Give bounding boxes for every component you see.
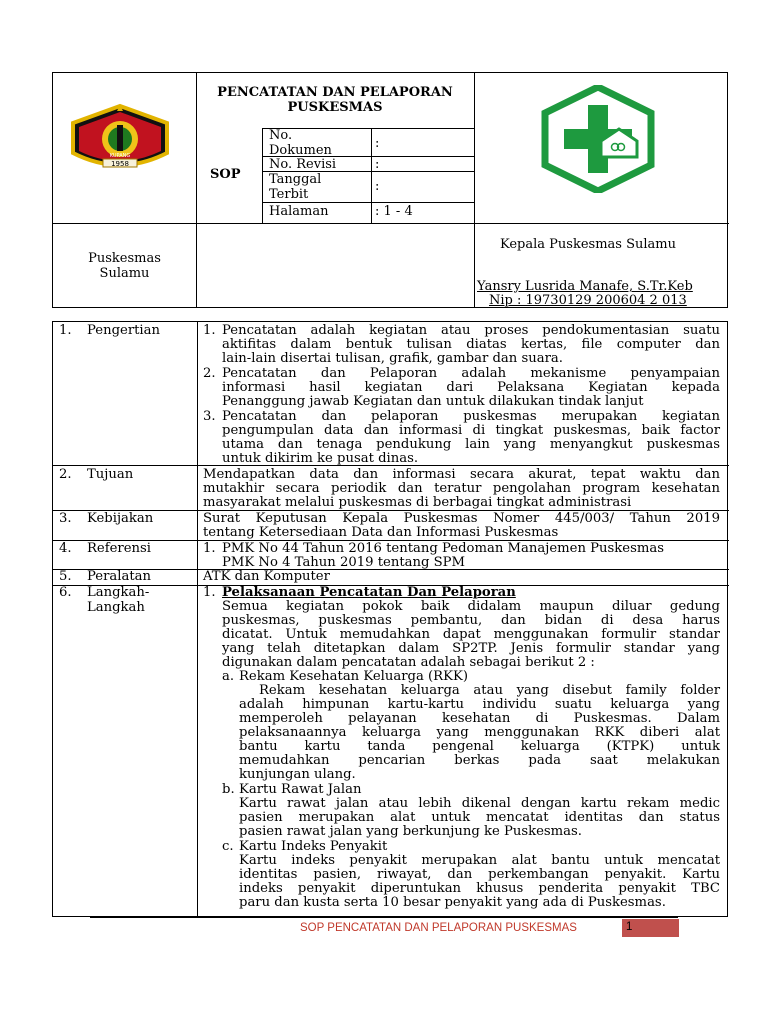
kupang-emblem-logo [63,103,177,178]
head-title: Kepala Puskesmas Sulamu [500,237,676,252]
issue-date-label: Tanggal Terbit [269,172,322,202]
row-label-referensi: Referensi [87,541,152,556]
row-label-tujuan: Tujuan [87,467,134,482]
subsection-title-rawat-jalan: Kartu Rawat Jalan [239,782,362,797]
sop-label: SOP [210,167,241,182]
row-number: 6. [59,585,72,600]
row-number: 2. [59,467,72,482]
issue-date-value: : [375,179,380,194]
row-number: 1. [59,323,72,338]
doc-number-label: No. Dokumen [269,128,332,158]
head-name: Yansry Lusrida Manafe, S.Tr.Keb [477,279,693,294]
subsection-title-rkk: Rekam Kesehatan Keluarga (RKK) [239,669,468,684]
row-label-kebijakan: Kebijakan [87,511,154,526]
page-count-value: : 1 - 4 [375,204,413,219]
head-nip: Nip : 19730129 200604 2 013 [489,293,687,308]
sop-content-table: 1. Pengertian 1. Pencatatan adalah kegiatan atau proses pendokumentasian suatu aktifitas dalam bentuk tulisan diatas kertas, file computer dan lain-lain disertai tulisan, grafik, gambar dan suara. 2. Pencatatan dan Pelaporan adalah mekanisme penyampaian informasi hasil kegiatan dari Pelaksana Kegiatan kepada Penanggung jawab Kegiatan dan untuk dilakukan tindak lanjut 3. Pencatatan dan pelaporan puskesmas merupakan kegiatan pengumpulan data dan informasi di tingkat puskesmas, baik factor utama dan tenaga pendukung lain yang menyangkut puskesmas untuk dikirim ke pusat dinas. 2. Tujuan Mendapatkan data dan informasi secara akurat, tepat waktu dan mutakhir secara periodik dan teratur pengolahan program kesehatan masyarakat melalui puskesmas di berbagai tingkat administrasi 3. Kebijakan Surat Keputusan Kepala Puskesmas Nomer 445/003/ Tahun 2019 tentang Ketersediaan Data dan Informasi Puskesmas 4. Referensi 1. PMK No 44 Tahun 2016 tentang Pedoman Manajemen Puskesmas PMK No 4 Tahun 2019 tentang SPM 5. Peralatan ATK dan Komputer 6. Langkah- Langkah 1. Pelaksanaan Pencatatan Dan Pelaporan Semua kegiatan pokok baik didalam maupun diluar gedung puskesmas, puskesmas pembantu, dan bidan di desa harus dicatat. Untuk memudahkan dapat menggunakan formulir standar yang telah ditetapkan dalam SP2TP. Jenis formulir standar yang digunakan dalam pencatatan adalah sebagai berikut 2 : a. Rekam Kesehatan Keluarga (RKK) Rekam kesehatan keluarga atau yang disebut family folder adalah himpunan kartu-kartu individu suatu keluarga yang memperoleh pelayanan kesehatan di Puskesmas. Dalam pelaksanaannya keluarga yang menggunakan RKK diberi alat bantu kartu tanda pengenal keluarga (KTPK) untuk memudahkan pencarian berkas pada saat melakukan kunjungan ulang. b. Kartu Rawat Jalan Kartu rawat jalan atau lebih dikenal dengan kartu rekam medic pasien merupakan alat untuk mencatat identitas dan status pasien rawat jalan yang berkunjung ke Puskesmas. c. Kartu Indeks Penyakit Kartu indeks penyakit merupakan alat bantu untuk mencatat identitas pasien, riwayat, dan perkembangan penyakit. Kartu indeks penyakit diperuntukan khusus penderita penyakit TBC paru dan kusta serta 10 besar penyakit yang ada di Puskesmas. [52,321,728,917]
sop-header-table [52,72,728,308]
row-label-langkah: Langkah- Langkah [87,585,150,615]
revision-label: No. Revisi [269,157,337,172]
puskesmas-logo [541,85,655,193]
svg-text:1958: 1958 [111,160,129,168]
row-label-pengertian: Pengertian [87,323,161,338]
row-number: 4. [59,541,72,556]
subsection-title-indeks-penyakit: Kartu Indeks Penyakit [239,839,388,854]
organization-name: Puskesmas Sulamu [88,251,161,281]
row-number: 3. [59,511,72,526]
doc-number-value: : [375,136,380,151]
row-content-peralatan: ATK dan Komputer [203,569,330,584]
page-number: 1 [626,921,633,933]
revision-value: : [375,157,380,172]
svg-text:KUPANG: KUPANG [109,153,131,159]
row-label-peralatan: Peralatan [87,569,151,584]
page-count-label: Halaman [269,204,329,219]
sop-title: PENCATATAN DAN PELAPORAN PUSKESMAS [217,85,453,115]
row-number: 5. [59,569,72,584]
footer-divider [90,917,678,918]
section-heading: Pelaksanaan Pencatatan Dan Pelaporan [222,585,516,600]
footer-title: SOP PENCATATAN DAN PELAPORAN PUSKESMAS [300,922,577,934]
